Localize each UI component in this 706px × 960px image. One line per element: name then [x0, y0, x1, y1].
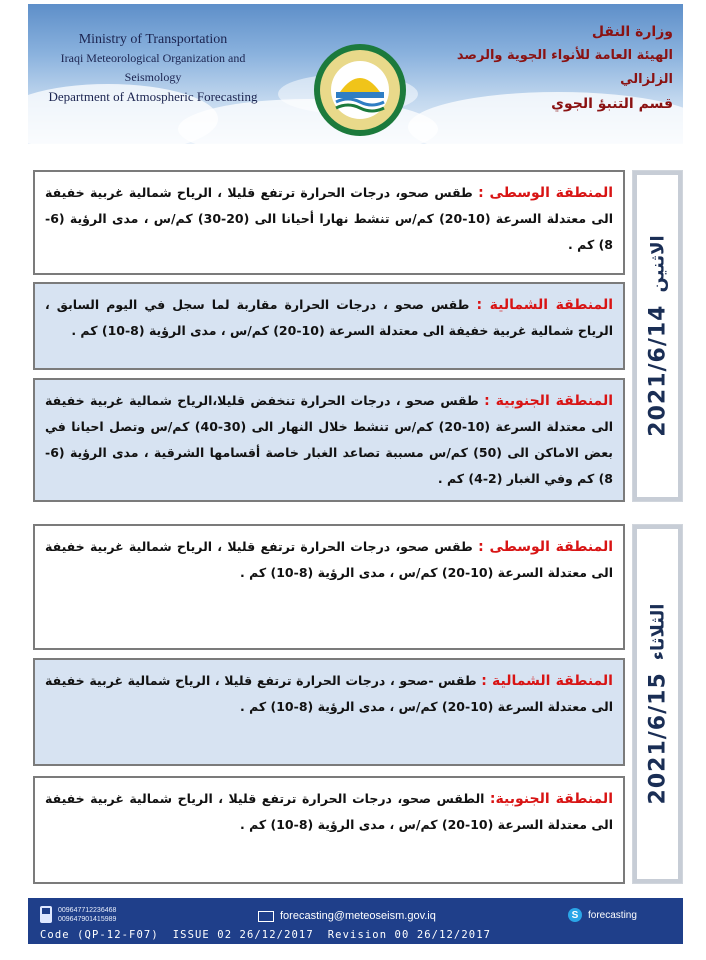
day2-date-banner	[632, 524, 683, 884]
skype-contact	[568, 908, 637, 922]
phone-icon	[40, 906, 52, 923]
day2-weekday: الثلاثاء	[647, 603, 668, 661]
phone-number: 009647712236468	[58, 907, 117, 914]
department-name-ar: قسم التنبؤ الجوي	[551, 96, 673, 112]
ministry-name-en: Ministry of Transportation	[78, 32, 228, 47]
forecast-text: الطقس صحو، درجات الحرارة ترتفع قليلا ، الرياح شمالية غربية خفيفة الى معتدلة السرعة (10-20) كم/س ، مدى الرؤية (8-10) كم .	[45, 791, 613, 832]
forecast-text: طقس صحو ، درجات الحرارة مقاربة لما سجل في اليوم السابق ، الرياح شمالية غربية خفيفة الى معتدلة السرعة (10-20) كم/س ، مدى الرؤية (8-10) كم .	[45, 297, 613, 338]
day1-weekday: الاثنين	[647, 235, 668, 293]
day2-north-forecast	[33, 658, 625, 766]
day1-north-forecast	[33, 282, 625, 370]
footer-bar	[28, 898, 683, 944]
envelope-icon	[258, 911, 274, 922]
region-label: المنطقة الجنوبية :	[484, 393, 613, 409]
forecast-text: طقس صحو، درجات الحرارة ترتفع قليلا ، الرياح شمالية غربية خفيفة الى معتدلة السرعة (10-20) كم/س تنشط نهارا أحيانا الى (20-30) كم/س ، مدى الرؤية (6-8) كم .	[45, 185, 613, 252]
day1-date-banner	[632, 170, 683, 502]
skype-icon: S	[568, 908, 582, 922]
region-label: المنطقة الجنوبية:	[489, 791, 613, 807]
ministry-name-ar: وزارة النقل	[591, 24, 673, 40]
region-label: المنطقة الشمالية :	[476, 297, 613, 313]
letterhead	[28, 4, 683, 144]
english-heading	[38, 30, 268, 106]
region-label: المنطقة الوسطى :	[478, 185, 614, 201]
phone-numbers	[58, 906, 116, 924]
email-address[interactable]: forecasting@meteoseism.gov.iq	[280, 910, 436, 922]
day1-central-forecast	[33, 170, 625, 275]
email-contact	[258, 910, 436, 922]
day2-south-forecast	[33, 776, 625, 884]
day2-central-forecast	[33, 524, 625, 650]
forecast-text: طقس صحو، درجات الحرارة ترتفع قليلا ، الرياح شمالية غربية خفيفة الى معتدلة السرعة (10-20) كم/س ، مدى الرؤية (8-10) كم .	[45, 539, 613, 580]
forecast-text: طقس -صحو ، درجات الحرارة ترتفع قليلا ، الرياح شمالية غربية خفيفة الى معتدلة السرعة (10-20) كم/س ، مدى الرؤية (8-10) كم .	[45, 673, 613, 714]
region-label: المنطقة الوسطى :	[478, 539, 614, 555]
department-name-en: Department of Atmospheric Forecasting	[48, 89, 258, 104]
forecast-text: طقس صحو ، درجات الحرارة تنخفض قليلا،الرياح شمالية غربية خفيفة الى معتدلة السرعة (10-20) كم/س تنشط خلال النهار الى (30-40) كم/س وتصل احيانا في بعض الاماكن الى (50) كم/س مسببة تصاعد الغبار خاصة أقسامها الشرقية ، مدى الرؤية (6-8) كم وفي الغبار (2-4) كم .	[45, 393, 613, 486]
document-code-line	[40, 929, 505, 941]
skype-handle: forecasting	[588, 909, 637, 921]
day1-south-forecast	[33, 378, 625, 502]
revision-info: Revision 00 26/12/2017	[327, 929, 492, 941]
phone-number: 009647901415989	[58, 916, 117, 923]
region-label: المنطقة الشمالية :	[481, 673, 613, 689]
arabic-heading	[443, 20, 673, 116]
issue-info: ISSUE 02 26/12/2017	[172, 929, 314, 941]
organization-logo	[312, 42, 408, 138]
document-code: Code (QP-12-F07)	[40, 929, 159, 941]
organization-name-en: Iraqi Meteorological Organization and Seismology	[60, 51, 246, 84]
organization-name-ar: الهيئة العامة للأنواء الجوية والرصد الزلزالي	[456, 48, 673, 87]
day1-date: 2021/6/14	[645, 304, 670, 437]
day2-date: 2021/6/15	[645, 672, 670, 805]
